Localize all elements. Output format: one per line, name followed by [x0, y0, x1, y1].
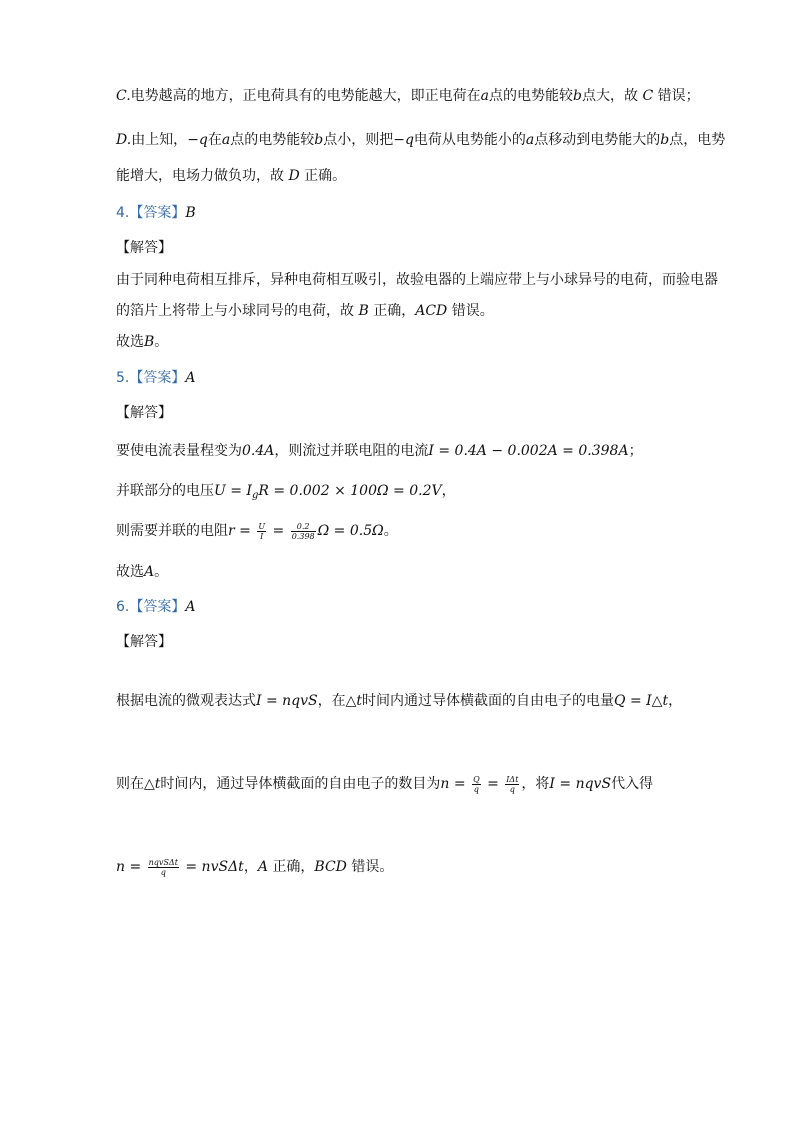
option-d-text: 点移动到电势能大的 — [534, 132, 661, 148]
option-d-text: 正确。 — [304, 168, 347, 184]
q6-text: 错误。 — [351, 859, 394, 875]
fraction-numerator: nqvSΔt — [148, 857, 178, 867]
q6-number: 6. — [116, 599, 130, 615]
q6-correct-letter: A — [257, 859, 268, 875]
q5-math — [214, 483, 442, 499]
q5-text-line-2 — [116, 481, 456, 506]
q5-answer-label: 【答案】 — [129, 370, 186, 386]
q6-math: I = nqvS — [549, 776, 612, 792]
q5-text: ； — [628, 443, 643, 459]
option-d-text: 点小，则把 — [323, 132, 394, 148]
q5-choice-end: 。 — [154, 564, 169, 580]
option-d-text: 点的电势能较 — [230, 132, 315, 148]
q5-math: = — [268, 523, 289, 539]
q5-math-subscript: g — [251, 490, 259, 501]
q4-solution-label — [116, 238, 172, 258]
q4-number: 4. — [116, 205, 130, 221]
option-d-line-2 — [116, 166, 346, 186]
q4-choice-letter: B — [144, 334, 155, 350]
q5-text: 要使电流表量程变为 — [116, 443, 242, 459]
q5-fraction-2 — [291, 522, 316, 541]
q6-math: Q = I△t — [614, 693, 669, 709]
option-c-var-a: a — [480, 88, 490, 104]
q6-text: ， — [243, 859, 258, 875]
q6-math: = — [482, 776, 504, 792]
option-c-text: 电势越高的地方，正电荷具有的电势能越大，即正电荷在 — [130, 88, 481, 104]
option-d-prefix: D. — [116, 132, 132, 148]
q4-answer: B — [185, 205, 196, 221]
fraction-denominator: q — [509, 784, 515, 794]
q6-math: △t — [144, 776, 161, 792]
q5-number: 5. — [116, 370, 130, 386]
q6-math: = nvSΔt — [180, 859, 244, 875]
option-d-text: 在 — [207, 132, 222, 148]
q4-choice-line — [116, 332, 168, 352]
q6-text: 时间内通过导体横截面的自由电子的电量 — [362, 693, 615, 709]
option-c-var-b: b — [573, 88, 582, 104]
q4-text-line-2 — [116, 301, 494, 321]
q6-math: n = — [116, 859, 146, 875]
option-d-math: −q — [393, 132, 414, 148]
q5-answer-line — [116, 368, 195, 388]
q4-solution-heading: 【解答】 — [116, 240, 172, 256]
q6-text-line-2 — [116, 774, 653, 794]
q5-choice-line — [116, 562, 168, 582]
option-d-math: −q — [187, 132, 208, 148]
fraction-numerator: U — [258, 521, 266, 531]
q4-text-line-1 — [116, 270, 718, 290]
q5-fraction-1 — [257, 522, 266, 541]
q5-answer: A — [185, 370, 196, 386]
option-d-text: 点，电势 — [669, 132, 726, 148]
q5-text: 并联部分的电压 — [116, 483, 214, 499]
q6-solution-heading: 【解答】 — [116, 634, 172, 650]
option-d-math: b — [660, 132, 670, 148]
option-c-text: 点大，故 — [582, 88, 638, 104]
q5-text: 则需要并联的电阻 — [116, 523, 228, 539]
q5-math: Ω = 0.5Ω — [317, 523, 384, 539]
option-c-letter: C — [642, 88, 654, 104]
q6-answer-line — [116, 597, 195, 617]
q4-answer-line — [116, 203, 196, 223]
q6-text: 根据电流的微观表达式 — [116, 693, 256, 709]
q5-text-line-3 — [116, 521, 398, 541]
q6-answer: A — [185, 599, 196, 615]
q4-text: 正确， — [373, 303, 416, 319]
q4-wrong-letters: ACD — [415, 303, 448, 319]
q6-text: 代入得 — [611, 776, 654, 792]
option-c-text: 错误； — [657, 88, 700, 104]
q6-text: 则在 — [116, 776, 144, 792]
q5-math: r = — [228, 523, 256, 539]
q5-choice-text: 故选 — [116, 564, 144, 580]
fraction-denominator: 0.398 — [291, 531, 315, 541]
option-c-text: 点的电势能较 — [489, 88, 574, 104]
q6-math: I = nqvS — [256, 693, 318, 709]
q4-choice-end: 。 — [154, 334, 169, 350]
q6-text: 正确， — [272, 859, 315, 875]
q5-text: 。 — [383, 523, 398, 539]
q6-wrong-letters: BCD — [314, 859, 347, 875]
option-d-text: 电荷从电势能小的 — [413, 132, 526, 148]
fraction-denominator: q — [473, 784, 479, 794]
q4-answer-label: 【答案】 — [129, 205, 186, 221]
option-d-line-1 — [116, 130, 725, 150]
q6-math: △t — [345, 693, 363, 709]
q6-fraction-3 — [148, 858, 179, 877]
q5-text: ，则流过并联电阻的电流 — [274, 443, 429, 459]
q6-math: n = — [440, 776, 471, 792]
q6-text-line-1 — [116, 691, 682, 711]
q5-math-part: U = I — [214, 483, 252, 499]
q6-solution-label — [116, 632, 172, 652]
fraction-numerator: 0.2 — [291, 522, 316, 532]
option-d-text: 由上知， — [131, 132, 188, 148]
q4-correct-letter: B — [358, 303, 369, 319]
q6-text: 时间内，通过导体横截面的自由电子的数目为 — [160, 776, 441, 792]
q5-text-line-1 — [116, 441, 643, 461]
option-d-math: a — [221, 132, 231, 148]
fraction-numerator: IΔt — [506, 774, 519, 784]
q6-fraction-2 — [505, 775, 519, 794]
q6-text: ，将 — [521, 776, 550, 792]
q4-text: 错误。 — [451, 303, 494, 319]
q5-text: ， — [441, 483, 456, 499]
option-d-letter: D — [288, 168, 300, 184]
fraction-denominator: I — [260, 531, 264, 541]
q4-text: 的箔片上将带上与小球同号的电荷，故 — [116, 303, 354, 319]
q4-choice-text: 故选 — [116, 334, 144, 350]
q6-fraction-1 — [472, 775, 481, 794]
option-d-math: b — [314, 132, 324, 148]
fraction-numerator: Q — [473, 774, 480, 784]
q6-text: ， — [668, 693, 683, 709]
q5-solution-label — [116, 403, 172, 423]
option-d-math: a — [525, 132, 535, 148]
q5-solution-heading: 【解答】 — [116, 405, 172, 421]
q5-math: I = 0.4A − 0.002A = 0.398A — [428, 443, 629, 459]
fraction-denominator: q — [160, 867, 166, 877]
q5-math: 0.4A — [242, 443, 275, 459]
q5-choice-letter: A — [144, 564, 155, 580]
option-c-prefix: C. — [116, 88, 131, 104]
q6-answer-label: 【答案】 — [129, 599, 186, 615]
option-c-line — [116, 86, 700, 106]
q6-text: ，在 — [317, 693, 346, 709]
q4-text: 由于同种电荷相互排斥，异种电荷相互吸引，故验电器的上端应带上与小球异号的电荷，而验电器 — [116, 272, 718, 288]
option-d-text: 能增大，电场力做负功，故 — [116, 168, 284, 184]
q5-math-part: R = 0.002 × 100Ω = 0.2V — [258, 483, 442, 499]
q6-text-line-3 — [116, 857, 393, 877]
